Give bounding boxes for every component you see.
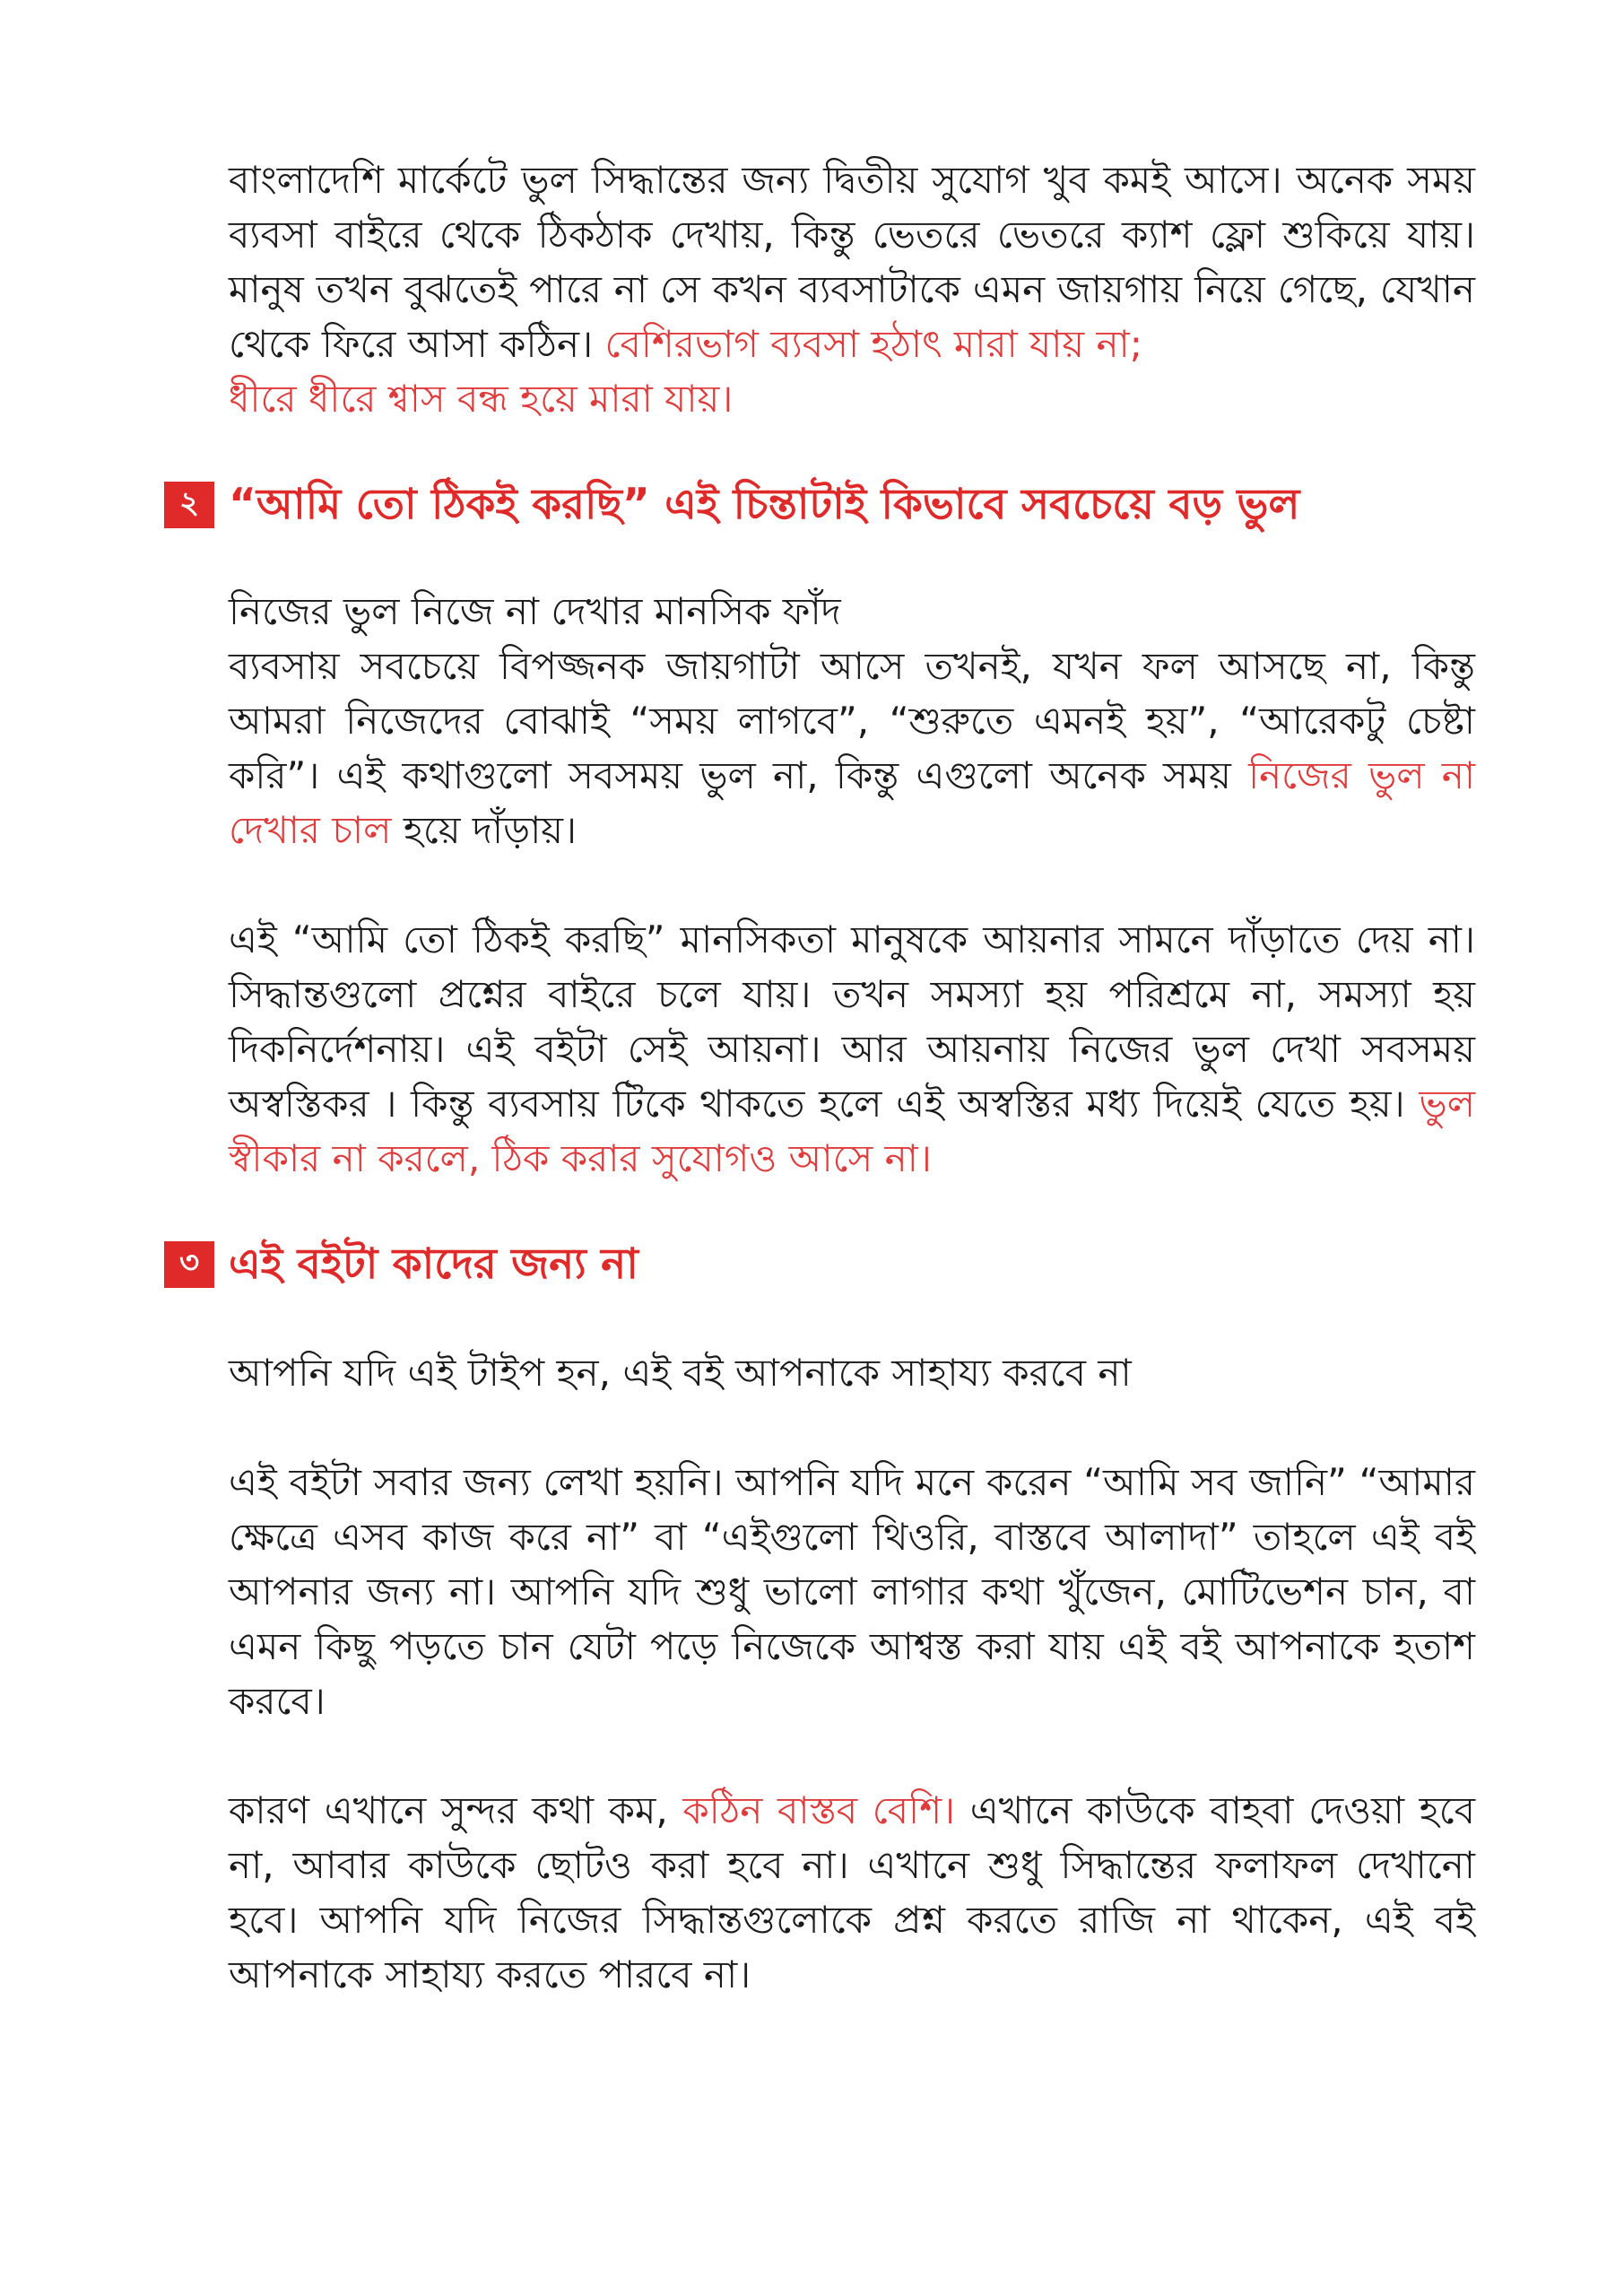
section-3-paragraph-1: এই বইটা সবার জন্য লেখা হয়নি। আপনি যদি মনে করেন “আমি সব জানি” “আমার ক্ষেত্রে এসব কাজ করে না” বা “এইগুলো থিওরি, বাস্তবে আলাদা” তাহলে এই বই আপনার জন্য না। আপনি যদি শুধু ভালো লাগার কথা খুঁজেন, মোটিভেশন চান, বা এমন কিছু পড়তে চান যেটা পড়ে নিজেকে আশ্বস্ত করা যায় এই বই আপনাকে হতাশ করবে। bbox=[229, 1460, 1475, 1723]
section-2-heading bbox=[164, 478, 1475, 532]
section-3-title: এই বইটা কাদের জন্য না bbox=[229, 1239, 638, 1289]
section-3-p2-highlight: কঠিন বাস্তব বেশি। bbox=[682, 1788, 956, 1832]
intro-text: বাংলাদেশি মার্কেটে ভুল সিদ্ধান্তের জন্য দ্বিতীয় সুযোগ খুব কমই আসে। অনেক সময় ব্যবসা বাইরে থেকে ঠিকঠাক দেখায়, কিন্তু ভেতরে ভেতরে ক্যাশ ফ্লো শুকিয়ে যায়। মানুষ তখন বুঝতেই পারে না সে কখন ব্যবসাটাকে এমন জায়গায় নিয়ে গেছে, যেখান থেকে ফিরে আসা কঠিন। bbox=[229, 158, 1475, 366]
section-2-paragraph-1 bbox=[229, 639, 1475, 857]
section-3-paragraph-2 bbox=[229, 1783, 1475, 2002]
intro-highlight-1: বেশিরভাগ ব্যবসা হঠাৎ মারা যায় না; bbox=[604, 322, 1142, 366]
intro-paragraph bbox=[229, 152, 1475, 426]
section-3-heading bbox=[164, 1238, 1475, 1292]
section-3-number-badge: ৩ bbox=[164, 1241, 214, 1288]
section-2-p1-end: হয়ে দাঁড়ায়। bbox=[403, 808, 578, 852]
section-2-p2-text: এই “আমি তো ঠিকই করছি” মানসিকতা মানুষকে আয়নার সামনে দাঁড়াতে দেয় না। সিদ্ধান্তগুলো প্রশ্নের বাইরে চলে যায়। তখন সমস্যা হয় পরিশ্রমে না, সমস্যা হয় দিকনির্দেশনায়। এই বইটা সেই আয়না। আর আয়নায় নিজের ভুল দেখা সবসময় অস্বস্তিকর । কিন্তু ব্যবসায় টিকে থাকতে হলে এই অস্বস্তির মধ্য দিয়েই যেতে হয়। bbox=[229, 918, 1475, 1126]
section-2-number-badge: ২ bbox=[164, 482, 214, 528]
section-2-paragraph-2 bbox=[229, 912, 1475, 1186]
section-2-subtitle: নিজের ভুল নিজে না দেখার মানসিক ফাঁদ bbox=[229, 589, 841, 633]
section-3-p2-text: কারণ এখানে সুন্দর কথা কম, bbox=[229, 1788, 668, 1832]
section-3-subtitle: আপনি যদি এই টাইপ হন, এই বই আপনাকে সাহায্য করবে না bbox=[229, 1351, 1132, 1395]
section-2-p1-highlight: নিজের ভুল না দেখার চাল bbox=[229, 753, 1475, 852]
section-2-p2-highlight: ভুল স্বীকার না করলে, ঠিক করার সুযোগও আসে না। bbox=[229, 1082, 1476, 1180]
section-3-p2-end: এখানে কাউকে বাহবা দেওয়া হবে না, আবার কাউকে ছোটও করা হবে না। এখানে শুধু সিদ্ধান্তের ফলাফল দেখানো হবে। আপনি যদি নিজের সিদ্ধান্তগুলোকে প্রশ্ন করতে রাজি না থাকেন, এই বই আপনাকে সাহায্য করতে পারবে না। bbox=[229, 1788, 1475, 1996]
page-content bbox=[178, 152, 1476, 2002]
section-2-title: “আমি তো ঠিকই করছি” এই চিন্তাটাই কিভাবে সবচেয়ে বড় ভুল bbox=[229, 480, 1300, 529]
intro-highlight-2: ধীরে ধীরে শ্বাস বন্ধ হয়ে মারা যায়। bbox=[229, 377, 734, 421]
section-2-p1-text: ব্যবসায় সবচেয়ে বিপজ্জনক জায়গাটা আসে তখনই, যখন ফল আসছে না, কিন্তু আমরা নিজেদের বোঝাই “সময় লাগবে”, “শুরুতে এমনই হয়”, “আরেকটু চেষ্টা করি”। এই কথাগুলো সবসময় ভুল না, কিন্তু এগুলো অনেক সময় bbox=[229, 644, 1475, 797]
